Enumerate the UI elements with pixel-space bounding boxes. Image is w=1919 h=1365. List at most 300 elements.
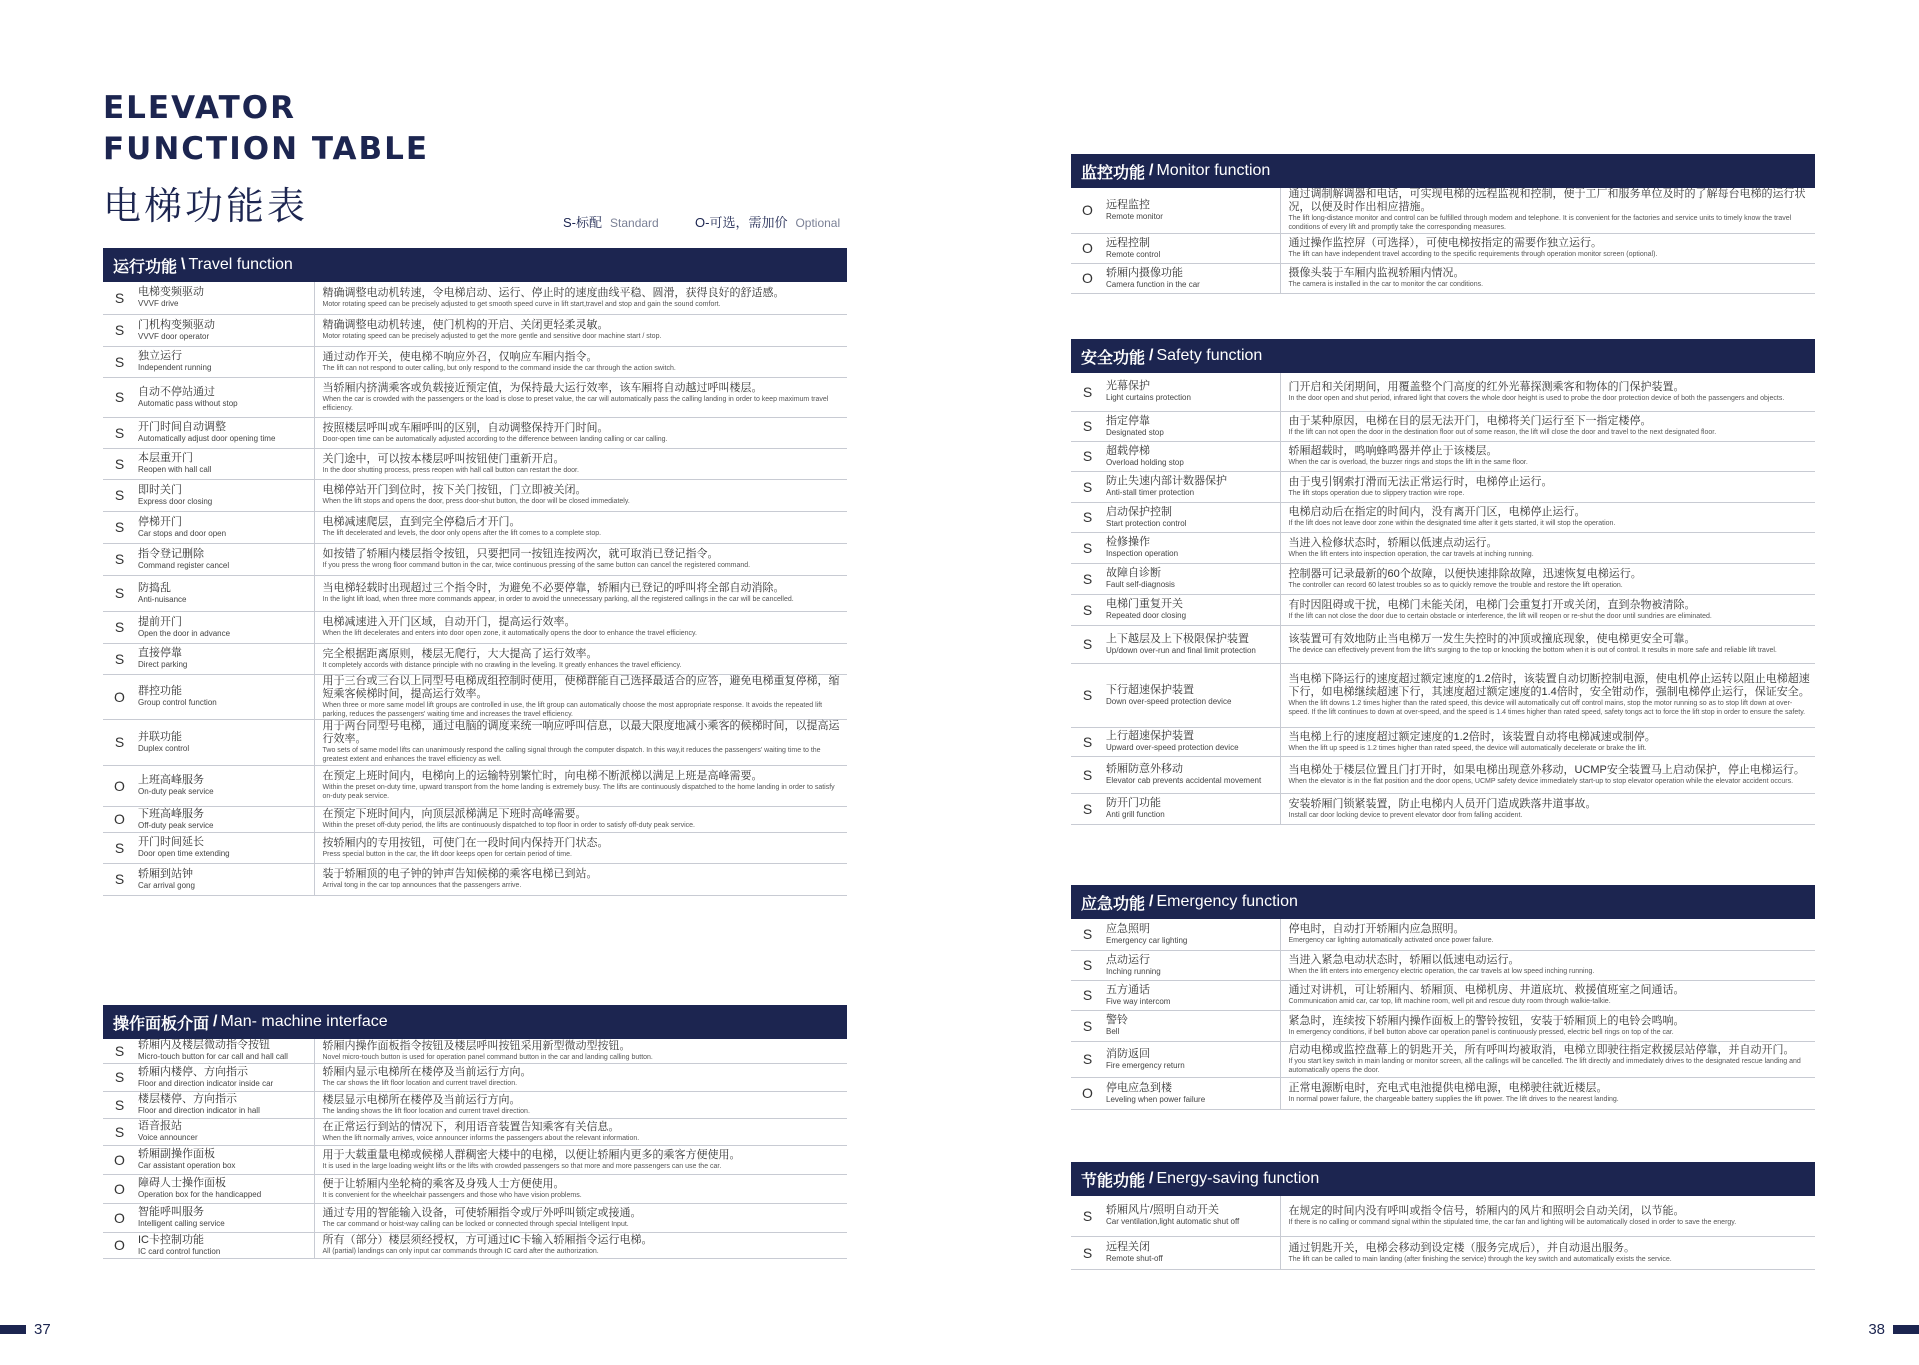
function-name-cn: 直接停靠 (138, 647, 182, 659)
function-name (136, 674, 314, 719)
function-name-cn: 独立运行 (138, 350, 182, 362)
availability-mark: S (1071, 919, 1104, 950)
function-name (1104, 233, 1280, 263)
function-table (1071, 919, 1815, 1110)
function-description (1280, 1077, 1815, 1109)
description-en: The lift can be called to main landing (after finishing the service) through the key switch and automatically exists the service. (1288, 1255, 1672, 1263)
function-description (1280, 980, 1815, 1010)
function-name-en: Overload holding stop (1106, 457, 1184, 467)
function-name-en: VVVF door operator (138, 331, 210, 341)
function-name (136, 611, 314, 643)
description-cn: 在规定的时间内没有呼叫或指令信号，轿厢内的风片和照明会自动关闭，以节能。 (1288, 1204, 1685, 1217)
description-en: If there is no calling or command signal within the stipulated time, the car fan and lighting will be automatically closed in order to save the energy. (1288, 1218, 1737, 1226)
function-name-en: Bell (1106, 1027, 1120, 1036)
function-name (1104, 625, 1280, 663)
description-en: If the lift can not close the door due to certain obstacle or interference, the lift will reopen or re-shut the door until sundries are eliminated. (1288, 612, 1712, 620)
section-title-en: Travel function (188, 256, 293, 273)
section-title-cn: 节能功能 (1081, 1172, 1146, 1190)
availability-mark: S (1071, 950, 1104, 980)
availability-mark: S (1071, 625, 1104, 663)
description-en: The car shows the lift floor location and current travel direction. (322, 1080, 518, 1087)
description-en: When the car is crowded with the passengers or the load is close to preset value, the car will automatically pass the calling landing in order to keep maximum travel efficiency. (322, 395, 829, 412)
description-cn: 所有（部分）楼层须经授权，方可通过IC卡输入轿厢指令运行电梯。 (322, 1234, 653, 1246)
section-title-separator: / (1149, 162, 1154, 179)
function-name-en: Direct parking (138, 660, 188, 669)
description-en: Emergency car lighting automatically activated once power failure. (1288, 937, 1494, 945)
function-name-cn: 自动不停站通过 (138, 385, 215, 398)
function-name-cn: 上班高峰服务 (138, 774, 204, 786)
table-row (103, 282, 847, 314)
function-name-en: Inspection operation (1106, 549, 1179, 558)
section-title-cn: 运行功能 (113, 258, 178, 276)
function-name-cn: 停电应急到楼 (1106, 1081, 1172, 1094)
description-cn: 正常电源断电时，充电式电池提供电梯电源，电梯驶往就近楼层。 (1288, 1082, 1608, 1094)
availability-mark: S (103, 377, 136, 417)
function-description (314, 674, 847, 719)
table-row (1071, 563, 1815, 594)
table-row (103, 575, 847, 611)
function-table (103, 282, 847, 896)
description-en: The device can effectively prevent from the lift's surging to the top or knocking the bottom when it is out of control. It results in more safe and reliable lift travel. (1288, 647, 1777, 654)
function-description (1280, 411, 1815, 441)
section-header (1071, 154, 1815, 188)
section-header (103, 248, 847, 282)
function-name-en: Automatically adjust door opening time (138, 434, 276, 443)
table-row (103, 417, 847, 448)
function-name-cn: 并联功能 (138, 730, 182, 743)
function-name (1104, 950, 1280, 980)
function-description (1280, 1196, 1815, 1236)
function-name-cn: 上行超速保护装置 (1106, 730, 1194, 742)
description-en: If you press the wrong floor command button in the car, twice continuous pressing of the same button can cancel the registered command. (322, 562, 751, 569)
function-name-en: Start protection control (1106, 518, 1187, 528)
function-name-en: Command register cancel (138, 560, 230, 570)
description-cn: 通过操作监控屏（可选择），可使电梯按指定的需要作独立运行。 (1288, 237, 1602, 249)
section-title-separator: / (213, 1013, 218, 1030)
table-row (103, 719, 847, 765)
availability-mark: S (1071, 411, 1104, 441)
function-description (1280, 1041, 1815, 1077)
description-en: The lift stops operation due to slippery traction wire rope. (1288, 489, 1465, 497)
section-header (1071, 885, 1815, 919)
table-row (1071, 532, 1815, 563)
function-name (136, 1039, 314, 1063)
function-name-en: Open the door in advance (138, 628, 231, 638)
description-cn: 通过钥匙开关，电梯会移动到设定楼（服务完成后），并自动退出服务。 (1288, 1241, 1635, 1254)
function-description (314, 448, 847, 479)
description-cn: 用于大载重量电梯或候梯人群稠密大楼中的电梯，以便让轿厢内更多的乘客方便使用。 (322, 1148, 741, 1161)
function-description (314, 806, 847, 832)
table-row (103, 1091, 847, 1118)
availability-mark: S (1071, 502, 1104, 532)
table-row (103, 832, 847, 863)
description-cn: 在正常运行到站的情况下，利用语音装置告知乘客有关信息。 (322, 1120, 620, 1133)
table-row (1071, 594, 1815, 625)
function-name-cn: 启动保护控制 (1106, 505, 1172, 518)
availability-mark: S (1071, 980, 1104, 1010)
description-cn: 当电梯上行的速度超过额定速度的1.2倍时，该装置自动将电梯减速或制停。 (1288, 730, 1656, 743)
function-name-cn: 指定停靠 (1106, 414, 1150, 427)
section-title-separator: / (1149, 893, 1154, 910)
table-row (103, 643, 847, 674)
page-number: 37 (0, 1321, 51, 1338)
table-row (1071, 756, 1815, 793)
function-name-cn: 远程关闭 (1106, 1241, 1150, 1253)
section-title-cn: 安全功能 (1081, 349, 1146, 367)
table-row (103, 674, 847, 719)
table-row (1071, 502, 1815, 532)
description-en: Arrival tong in the car top announces that the passengers arrive. (322, 882, 522, 889)
section-title-separator: / (1149, 1170, 1154, 1187)
function-description (1280, 950, 1815, 980)
description-en: The car command or hoist-way calling can be locked or connected through special Intelligent Input. (322, 1220, 629, 1228)
function-description (1280, 441, 1815, 471)
description-cn: 安装轿厢门锁紧装置，防止电梯内人员开门造成跌落井道事故。 (1288, 797, 1597, 810)
description-en: The lift long-distance monitor and control can be fulfilled through modem and telephone. It is convenient for the factories and service units to timely know the travel conditions of every lift and promptly take the corresponding measures. (1288, 215, 1792, 232)
function-name (1104, 1077, 1280, 1109)
description-cn: 电梯减速爬层，直到完全停稳后才开门。 (322, 516, 521, 528)
section-title-cn: 操作面板介面 (113, 1015, 210, 1033)
function-name (1104, 373, 1280, 411)
function-name-cn: 电梯变频驱动 (138, 286, 204, 299)
function-name-cn: 智能呼叫服务 (138, 1206, 204, 1218)
function-description (1280, 563, 1815, 594)
function-name-en: Designated stop (1106, 427, 1164, 437)
section-header (1071, 1162, 1815, 1196)
availability-mark: O (103, 1203, 136, 1232)
availability-mark: S (1071, 373, 1104, 411)
availability-mark: O (103, 765, 136, 806)
table-row (103, 1174, 847, 1203)
function-name-en: Intelligent calling service (138, 1219, 225, 1228)
function-name (136, 1232, 314, 1258)
description-cn: 轿厢内操作面板指令按钮及楼层呼叫按钮采用新型微动型按钮。 (322, 1039, 631, 1052)
page-title-cn: 电梯功能表 (103, 186, 309, 228)
legend-standard: S-标配 Standard (563, 215, 659, 230)
table-row (1071, 263, 1815, 293)
description-en: Press special button in the car, the lift door keeps open for certain period of time. (322, 850, 572, 858)
table-row (1071, 625, 1815, 663)
function-description (314, 643, 847, 674)
function-name (136, 575, 314, 611)
table-row (1071, 1077, 1815, 1109)
description-en: It is used in the large loading weight lifts or the lifts with crowded passengers so that more and more passengers can use the car. (322, 1162, 722, 1170)
function-description (314, 417, 847, 448)
availability-mark: S (1071, 532, 1104, 563)
function-name (1104, 411, 1280, 441)
function-table (1071, 1196, 1815, 1270)
table-row (1071, 663, 1815, 727)
description-en: All (partial) landings can only input car commands through IC card after the authorization. (322, 1248, 599, 1255)
availability-mark: S (103, 314, 136, 346)
function-name-cn: 轿厢防意外移动 (1106, 763, 1183, 775)
table-row (103, 863, 847, 895)
function-name-cn: 上下越层及上下极限保护装置 (1106, 632, 1249, 645)
function-name (1104, 594, 1280, 625)
function-description (1280, 263, 1815, 293)
function-name-en: Independent running (138, 363, 212, 372)
section-title-en: Energy-saving function (1156, 1170, 1320, 1187)
function-name (136, 282, 314, 314)
function-description (314, 863, 847, 895)
description-cn: 楼层显示电梯所在楼停及当前运行方向。 (322, 1093, 521, 1106)
description-cn: 轿厢内显示电梯所在楼停及当前运行方向。 (322, 1066, 532, 1078)
description-cn: 门开启和关闭期间，用覆盖整个门高度的红外光幕探测乘客和物体的门保护装置。 (1288, 380, 1685, 393)
description-en: When the lift enters into inspection operation, the car travels at inching running. (1288, 550, 1534, 558)
availability-mark: S (1071, 471, 1104, 502)
table-row (103, 448, 847, 479)
function-description (1280, 502, 1815, 532)
function-name-en: Down over-speed protection device (1106, 696, 1232, 706)
description-cn: 当进入紧急电动状态时，轿厢以低速电动运行。 (1288, 954, 1520, 966)
function-name (1104, 502, 1280, 532)
function-description (1280, 1236, 1815, 1269)
page-number: 38 (1868, 1321, 1919, 1338)
function-name-cn: 防捣乱 (138, 581, 171, 594)
function-name-cn: 障碍人士操作面板 (138, 1177, 226, 1189)
function-name-cn: 即时关门 (138, 483, 182, 496)
function-name-cn: 停梯开门 (138, 515, 182, 528)
description-cn: 摄像头装于车厢内监视轿厢内情况。 (1288, 267, 1465, 279)
function-name-en: Off-duty peak service (138, 820, 214, 830)
function-name-cn: 轿厢副操作面板 (138, 1148, 215, 1160)
description-en: The landing shows the lift floor location and current travel direction. (322, 1107, 530, 1115)
function-name (136, 417, 314, 448)
right-page (960, 0, 1919, 1365)
function-description (314, 282, 847, 314)
description-en: It is convenient for the wheelchair passengers and those who have vision problems. (322, 1191, 582, 1199)
table-row (1071, 1236, 1815, 1269)
availability-mark: S (1071, 563, 1104, 594)
description-cn: 装于轿厢顶的电子钟的钟声告知候梯的乘客电梯已到站。 (322, 868, 598, 880)
availability-mark: O (1071, 188, 1104, 233)
function-name (136, 511, 314, 543)
function-name-cn: 五方通话 (1106, 983, 1150, 996)
function-name-cn: 语音报站 (138, 1120, 182, 1132)
function-name (136, 643, 314, 674)
table-row (103, 314, 847, 346)
description-en: Two sets of same model lifts can unanimously respond the calling signal through the computer dispatch. In this way,it reduces the passengers' waiting time to the greatest extent and enhances the travel efficiency as well. (322, 747, 821, 763)
function-name (1104, 263, 1280, 293)
function-name (1104, 1041, 1280, 1077)
function-name-en: Anti-stall timer protection (1106, 488, 1195, 497)
description-cn: 紧急时，连续按下轿厢内操作面板上的警铃按钮，安装于轿厢顶上的电铃会鸣响。 (1288, 1014, 1685, 1027)
table-row (103, 765, 847, 806)
function-name (1104, 441, 1280, 471)
availability-mark: S (103, 543, 136, 575)
function-name (136, 806, 314, 832)
function-name-en: Fire emergency return (1106, 1060, 1185, 1070)
table-row (1071, 980, 1815, 1010)
description-cn: 在预定上班时间内，电梯向上的运输特别繁忙时，向电梯不断派梯以满足上班是高峰需要。 (322, 770, 763, 782)
function-name (1104, 563, 1280, 594)
function-name-cn: 轿厢到站钟 (138, 867, 193, 880)
section-title-cn: 应急功能 (1081, 895, 1146, 913)
legend-optional: O-可选，需加价 Optional (695, 215, 841, 230)
function-name-en: Fault self-diagnosis (1106, 580, 1175, 589)
description-cn: 轿厢超载时，鸣响蜂鸣器并停止于该楼层。 (1288, 445, 1498, 457)
section-travel-function (103, 248, 847, 896)
availability-mark: S (103, 448, 136, 479)
availability-mark: S (1071, 1041, 1104, 1077)
function-name (1104, 919, 1280, 950)
description-cn: 关门途中，可以按本楼层呼叫按钮使门重新开启。 (322, 452, 565, 465)
table-row (103, 1063, 847, 1091)
function-name-cn: 开门时间延长 (138, 836, 204, 848)
function-name-en: IC card control function (138, 1246, 221, 1256)
availability-mark: O (103, 806, 136, 832)
function-name (136, 719, 314, 765)
section-title-en: Safety function (1156, 347, 1263, 364)
function-description (314, 346, 847, 377)
section-title-separator: / (1149, 347, 1154, 364)
description-en: Door-open time can be automatically adjusted according to the difference between landing calling or car calling. (322, 435, 668, 443)
description-cn: 精确调整电动机转速，令电梯启动、运行、停止时的速度曲线平稳、圆滑，获得良好的舒适感。 (322, 286, 785, 299)
description-en: In the door open and shut period, infrared light that covers the whole door height is used to probe the door protection device of both the passengers and objects. (1288, 394, 1785, 402)
function-name (1104, 1196, 1280, 1236)
function-description (314, 1174, 847, 1203)
table-row (103, 1232, 847, 1258)
description-cn: 便于让轿厢内坐轮椅的乘客及身残人士方便使用。 (322, 1177, 565, 1190)
table-row (1071, 411, 1815, 441)
description-cn: 用于三台或三台以上同型号电梯成组控制时使用，使梯群能自己选择最适合的应答，避免电梯重复停梯，缩短乘客候梯时间，提高运行效率。 (322, 674, 840, 700)
function-description (1280, 532, 1815, 563)
description-cn: 通过对讲机，可让轿厢内、轿厢顶、电梯机房、井道底坑、救援值班室之间通话。 (1288, 984, 1685, 996)
function-name-en: Voice announcer (138, 1133, 198, 1142)
function-name-cn: 警铃 (1106, 1014, 1128, 1026)
description-en: When the lift stops and opens the door, press door-shut button, the door will be closed immediately. (322, 498, 630, 505)
description-cn: 当电梯处于楼层位置且门打开时，如果电梯出现意外移动，UCMP安全装置马上启动保护，停止电梯运行。 (1288, 763, 1805, 776)
description-en: If the lift can not open the door in the destination floor out of some reason, the lift will close the door and travel to the next designated floor. (1288, 429, 1717, 436)
availability-mark: S (1071, 1010, 1104, 1041)
function-name (1104, 727, 1280, 756)
availability-mark: S (103, 575, 136, 611)
function-name (136, 1203, 314, 1232)
function-name-cn: 远程监控 (1106, 198, 1150, 211)
function-description (1280, 1010, 1815, 1041)
function-name (136, 1174, 314, 1203)
function-name-en: Reopen with hall call (138, 465, 212, 474)
availability-mark: S (103, 611, 136, 643)
section-energy-saving-function (1071, 1162, 1815, 1270)
function-name-cn: 本层重开门 (138, 452, 193, 464)
description-cn: 电梯减速进入开门区域，自动开门，提高运行效率。 (322, 616, 576, 628)
function-description (1280, 663, 1815, 727)
function-name-cn: 下班高峰服务 (138, 807, 204, 820)
section-header (1071, 339, 1815, 373)
table-row (103, 479, 847, 511)
table-row (1071, 950, 1815, 980)
table-row (1071, 188, 1815, 233)
function-table (103, 1039, 847, 1259)
function-name-en: Elevator cab prevents accidental movement (1106, 776, 1262, 785)
availability-mark: S (103, 1091, 136, 1118)
description-en: When the lift normally arrives, voice announcer informs the passengers about the relevant information. (322, 1134, 640, 1142)
description-en: When the car is overload, the buzzer rings and stops the lift in the same floor. (1288, 459, 1528, 466)
function-name-en: Door open time extending (138, 849, 230, 858)
function-name-en: Remote control (1106, 249, 1161, 259)
function-description (1280, 233, 1815, 263)
table-row (1071, 1041, 1815, 1077)
function-name (1104, 532, 1280, 563)
function-name-cn: 故障自诊断 (1106, 567, 1161, 579)
availability-mark: S (103, 1063, 136, 1091)
function-name (136, 346, 314, 377)
function-name (1104, 793, 1280, 824)
description-en: In the door shutting process, press reopen with hall call button can restart the door. (322, 466, 579, 474)
table-row (103, 1118, 847, 1145)
function-name (136, 1091, 314, 1118)
function-name-cn: 指令登记删除 (138, 547, 204, 560)
function-name-en: Up/down over-run and final limit protection (1106, 645, 1256, 655)
availability-mark: S (1071, 727, 1104, 756)
function-name (1104, 756, 1280, 793)
function-name-cn: 轿厢风片/照明自动开关 (1106, 1204, 1220, 1217)
function-description (314, 765, 847, 806)
description-cn: 通过动作开关，使电梯不响应外召，仅响应车厢内指令。 (322, 350, 598, 363)
function-name-cn: 光幕保护 (1106, 380, 1150, 393)
table-row (103, 377, 847, 417)
function-description (314, 543, 847, 575)
function-name-cn: 远程控制 (1106, 236, 1150, 249)
description-en: When three or more same model lift groups are controlled in use, the lift group can automatically choose the most appropriate response. It avoids the repeated lift parking, reduces the passengers' waiting time and increases the travel efficiency. (322, 701, 823, 718)
function-name-en: Upward over-speed protection device (1106, 743, 1239, 752)
function-name-en: Car arrival gong (138, 880, 195, 890)
description-en: Motor rotating speed can be precisely adjusted to get smooth speed curve in lift start,travel and stop and gain the sound comfort. (322, 300, 721, 308)
table-row (1071, 471, 1815, 502)
table-row (103, 1203, 847, 1232)
function-name-cn: 轿厢内楼停、方向指示 (138, 1065, 248, 1078)
function-name-cn: 电梯门重复开关 (1106, 598, 1183, 610)
availability-mark: S (103, 1118, 136, 1145)
description-en: The camera is installed in the car to monitor the car conditions. (1288, 281, 1484, 288)
availability-mark: S (1071, 441, 1104, 471)
description-en: The lift decelerated and levels, the door only opens after the lift comes to a complete stop. (322, 530, 602, 537)
function-description (1280, 919, 1815, 950)
function-name (1104, 980, 1280, 1010)
function-description (314, 1091, 847, 1118)
availability-mark: O (1071, 233, 1104, 263)
function-name-en: Car assistant operation box (138, 1161, 236, 1170)
section-title-en: Monitor function (1156, 162, 1271, 179)
function-name (136, 765, 314, 806)
description-cn: 通过调制解调器和电话，可实现电梯的远程监视和控制，便于工厂和服务单位及时的了解每台电梯的运行状况，以便及时作出相应措施。 (1288, 188, 1806, 214)
function-name-en: Camera function in the car (1106, 279, 1200, 289)
function-name-cn: 轿厢内及楼层微动指令按钮 (138, 1039, 270, 1052)
function-name-en: Remote monitor (1106, 211, 1163, 221)
function-description (1280, 756, 1815, 793)
function-name (136, 479, 314, 511)
page-title: ELEVATOR FUNCTION TABLE (103, 90, 430, 167)
description-cn: 精确调整电动机转速，使门机构的开启、关闭更轻柔灵敏。 (322, 319, 609, 331)
availability-mark: S (103, 643, 136, 674)
table-row (103, 511, 847, 543)
function-name-en: Micro-touch button for car call and hall call (138, 1052, 288, 1062)
section-title-separator: \ (181, 256, 186, 273)
table-row (1071, 793, 1815, 824)
description-en: Novel micro-touch button is used for operation panel command button in the car and landing calling button. (322, 1053, 653, 1061)
function-name (1104, 1010, 1280, 1041)
description-en: Within the preset off-duty period, the lifts are continuously dispatched to top floor in order to satisfy off-duty peak service. (322, 822, 695, 829)
section-monitor-function (1071, 154, 1815, 294)
description-cn: 控制器可记录最新的60个故障，以便快速排除故障，迅速恢复电梯运行。 (1288, 567, 1642, 580)
availability-mark: S (103, 479, 136, 511)
function-description (1280, 594, 1815, 625)
description-en: In normal power failure, the chargeable battery supplies the lift power. The lift drives to the nearest landing. (1288, 1096, 1619, 1103)
description-en: In the light lift load, when three more commands appear, in order to avoid the unnecessary parking, all the registered callings in the car will be cancelled. (322, 596, 794, 603)
availability-mark: S (103, 863, 136, 895)
availability-mark: S (103, 1039, 136, 1063)
